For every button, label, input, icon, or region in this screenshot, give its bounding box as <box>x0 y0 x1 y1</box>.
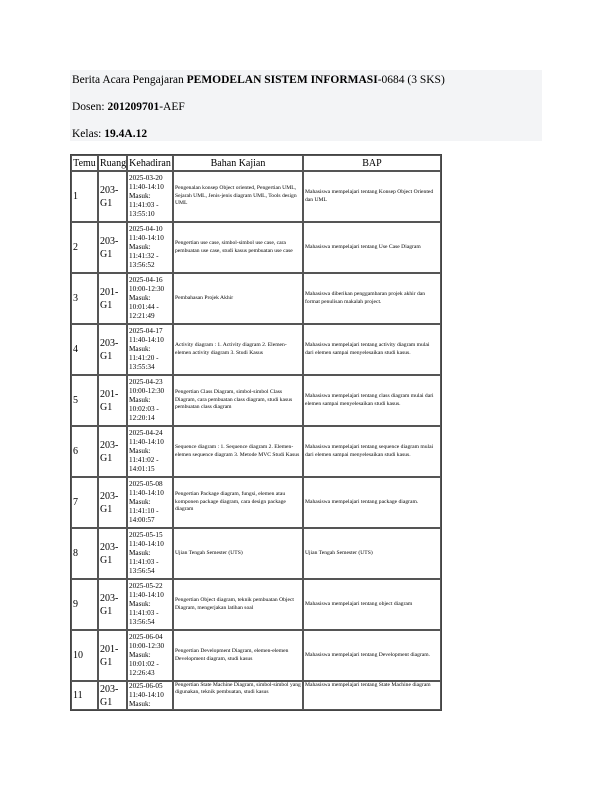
room-cell: 203-G1 <box>98 579 127 630</box>
topic-cell: Pengertian use case, simbol-simbol use case, cara pembuatan use case, studi kasus pembuatan use case <box>173 222 303 273</box>
attendance-schedule: 11:40-14:10 <box>129 489 164 497</box>
col-header-bahan-kajian: Bahan Kajian <box>173 155 303 171</box>
attendance-date: 2025-04-17 <box>129 327 163 335</box>
lecturer-line <box>72 100 185 114</box>
bap-cell: Mahasiswa diberikan penggambaran projek akhir dan format penulisan makalah project. <box>303 273 441 324</box>
topic-cell: Ujian Tengah Semester (UTS) <box>173 528 303 579</box>
attendance-clock: 11:41:02 - 14:01:15 <box>129 456 159 473</box>
attendance-label: Masuk: <box>129 651 151 659</box>
table-row <box>71 222 441 273</box>
topic-cell: Pengertian State Machine Diagram, simbol-simbol yang digunakan, teknik pembuatan, studi kasus <box>173 681 303 710</box>
table-row <box>71 477 441 528</box>
table-row <box>71 528 441 579</box>
attendance-date: 2025-05-15 <box>129 531 163 539</box>
bap-cell: Ujian Tengah Semester (UTS) <box>303 528 441 579</box>
topic-cell: Pengertian Object diagram, teknik pembuatan Object Diagram, mengerjakan latihan soal <box>173 579 303 630</box>
bap-cell: Mahasiswa mempelajari tentang sequence diagram mulai dari elemen sampai menyelesaikan studi kasus. <box>303 426 441 477</box>
topic-cell: Pengenalan konsep Object oriented, Pengertian UML, Sejarah UML, Jenis-jenis diagram UML, Tools design UML <box>173 171 303 222</box>
meeting-number-cell: 9 <box>71 579 98 630</box>
attendance-cell <box>127 528 173 579</box>
room-cell: 201-G1 <box>98 273 127 324</box>
bap-cell: Mahasiswa mempelajari tentang Konsep Object Oriented dan UML <box>303 171 441 222</box>
attendance-schedule: 11:40-14:10 <box>129 691 164 699</box>
bap-cell: Mahasiswa mempelajari tentang activity diagram mulai dari elemen sampai menyelesaikan studi kasus. <box>303 324 441 375</box>
meeting-number-cell: 6 <box>71 426 98 477</box>
topic-cell: Pembahasan Projek Akhir <box>173 273 303 324</box>
topic-cell: Pengertian Class Diagram, simbol-simbol Class Diagram, cara pembuatan class diagram, studi kasus pembuatan class diagram <box>173 375 303 426</box>
attendance-clock: 11:41:03 - 13:56:54 <box>129 609 159 626</box>
attendance-label: Masuk: <box>129 700 151 708</box>
bap-cell: Mahasiswa mempelajari tentang Use Case Diagram <box>303 222 441 273</box>
report-title <box>72 73 445 87</box>
attendance-label: Masuk: <box>129 600 151 608</box>
attendance-clock: 11:41:10 - 14:00:57 <box>129 507 159 524</box>
meeting-number-cell: 11 <box>71 681 98 710</box>
meeting-number-cell: 7 <box>71 477 98 528</box>
attendance-schedule: 11:40-14:10 <box>129 183 164 191</box>
class-value: 19.4A.12 <box>104 128 148 140</box>
attendance-schedule: 11:40-14:10 <box>129 540 164 548</box>
table-row <box>71 273 441 324</box>
attendance-label: Masuk: <box>129 192 151 200</box>
attendance-date: 2025-04-23 <box>129 378 163 386</box>
meeting-number-cell: 1 <box>71 171 98 222</box>
meeting-number-cell: 5 <box>71 375 98 426</box>
col-header-ruang: Ruang <box>98 155 127 171</box>
topic-cell: Activity diagram : 1. Activity diagram 2. Elemen-elemen activity diagram 3. Studi Kasus <box>173 324 303 375</box>
lecturer-label: Dosen: <box>72 101 108 113</box>
meeting-number-cell: 4 <box>71 324 98 375</box>
topic-cell: Sequence diagram : 1. Sequence diagram 2. Elemen-elemen sequence diagram 3. Metode MVC Studi Kasus <box>173 426 303 477</box>
attendance-label: Masuk: <box>129 345 151 353</box>
attendance-clock: 10:01:02 - 12:26:43 <box>129 660 159 677</box>
room-cell: 203-G1 <box>98 324 127 375</box>
table-row <box>71 579 441 630</box>
table-row <box>71 681 441 710</box>
class-label: Kelas: <box>72 128 105 140</box>
attendance-cell <box>127 579 173 630</box>
attendance-date: 2025-06-05 <box>129 682 163 690</box>
attendance-cell <box>127 477 173 528</box>
class-line <box>72 127 147 141</box>
bap-cell: Mahasiswa mempelajari tentang object diagram <box>303 579 441 630</box>
bap-cell: Mahasiswa mempelajari tentang Development diagram. <box>303 630 441 681</box>
attendance-date: 2025-06-04 <box>129 633 163 641</box>
meeting-number-cell: 10 <box>71 630 98 681</box>
room-cell: 203-G1 <box>98 171 127 222</box>
table-header-row <box>71 155 441 171</box>
attendance-label: Masuk: <box>129 447 151 455</box>
attendance-schedule: 10:00-12:30 <box>129 387 165 395</box>
col-header-kehadiran: Kehadiran <box>127 155 173 171</box>
attendance-label: Masuk: <box>129 243 151 251</box>
topic-cell: Pengertian Development Diagram, elemen-elemen Development diagram, studi kasus <box>173 630 303 681</box>
attendance-cell <box>127 222 173 273</box>
attendance-date: 2025-03-20 <box>129 174 163 182</box>
col-header-temu: Temu <box>71 155 98 171</box>
room-cell: 203-G1 <box>98 222 127 273</box>
table-row <box>71 375 441 426</box>
attendance-cell <box>127 324 173 375</box>
attendance-date: 2025-05-08 <box>129 480 163 488</box>
attendance-cell <box>127 171 173 222</box>
room-cell: 203-G1 <box>98 477 127 528</box>
attendance-cell <box>127 273 173 324</box>
attendance-date: 2025-04-24 <box>129 429 163 437</box>
attendance-clock: 10:01:44 - 12:21:49 <box>129 303 159 320</box>
report-header <box>70 70 542 141</box>
attendance-schedule: 11:40-14:10 <box>129 234 164 242</box>
attendance-clock: 11:41:03 - 13:56:54 <box>129 558 159 575</box>
attendance-label: Masuk: <box>129 396 151 404</box>
attendance-label: Masuk: <box>129 498 151 506</box>
table-row <box>71 171 441 222</box>
room-cell: 201-G1 <box>98 375 127 426</box>
table-row <box>71 630 441 681</box>
course-name: PEMODELAN SISTEM INFORMASI <box>186 74 378 86</box>
teaching-log-table <box>70 154 442 711</box>
attendance-label: Masuk: <box>129 294 151 302</box>
attendance-clock: 11:41:03 - 13:55:10 <box>129 201 159 218</box>
attendance-schedule: 10:00-12:30 <box>129 642 165 650</box>
attendance-cell <box>127 681 173 710</box>
room-cell: 203-G1 <box>98 426 127 477</box>
attendance-schedule: 11:40-14:10 <box>129 591 164 599</box>
meeting-number-cell: 8 <box>71 528 98 579</box>
room-cell: 201-G1 <box>98 630 127 681</box>
attendance-date: 2025-05-22 <box>129 582 163 590</box>
room-cell: 203-G1 <box>98 528 127 579</box>
attendance-date: 2025-04-16 <box>129 276 163 284</box>
attendance-schedule: 11:40-14:10 <box>129 336 164 344</box>
attendance-cell <box>127 630 173 681</box>
attendance-schedule: 10:00-12:30 <box>129 285 165 293</box>
col-header-bap: BAP <box>303 155 441 171</box>
table-row <box>71 426 441 477</box>
lecturer-suffix: -AEF <box>159 101 185 113</box>
attendance-clock: 11:41:32 - 13:56:52 <box>129 252 159 269</box>
title-prefix: Berita Acara Pengajaran <box>72 74 187 86</box>
meeting-number-cell: 2 <box>71 222 98 273</box>
table-row <box>71 324 441 375</box>
attendance-clock: 10:02:03 - 12:20:14 <box>129 405 159 422</box>
topic-cell: Pengertian Package diagram, fungsi, elemen atau komponen package diagram, cara design package diagram <box>173 477 303 528</box>
attendance-date: 2025-04-10 <box>129 225 163 233</box>
lecturer-id: 201209701 <box>107 101 160 113</box>
bap-cell: Mahasiswa mempelajari tentang package diagram. <box>303 477 441 528</box>
bap-cell: Mahasiswa mempelajari tentang State Machine diagram <box>303 681 441 710</box>
bap-cell: Mahasiswa mempelajari tentang class diagram mulai dari elemen sampai menyelesaikan studi kasus. <box>303 375 441 426</box>
meeting-number-cell: 3 <box>71 273 98 324</box>
room-cell: 203-G1 <box>98 681 127 710</box>
attendance-clock: 11:41:20 - 13:55:34 <box>129 354 159 371</box>
attendance-cell <box>127 375 173 426</box>
attendance-cell <box>127 426 173 477</box>
course-code: -0684 (3 SKS) <box>377 74 445 86</box>
attendance-schedule: 11:40-14:10 <box>129 438 164 446</box>
attendance-label: Masuk: <box>129 549 151 557</box>
